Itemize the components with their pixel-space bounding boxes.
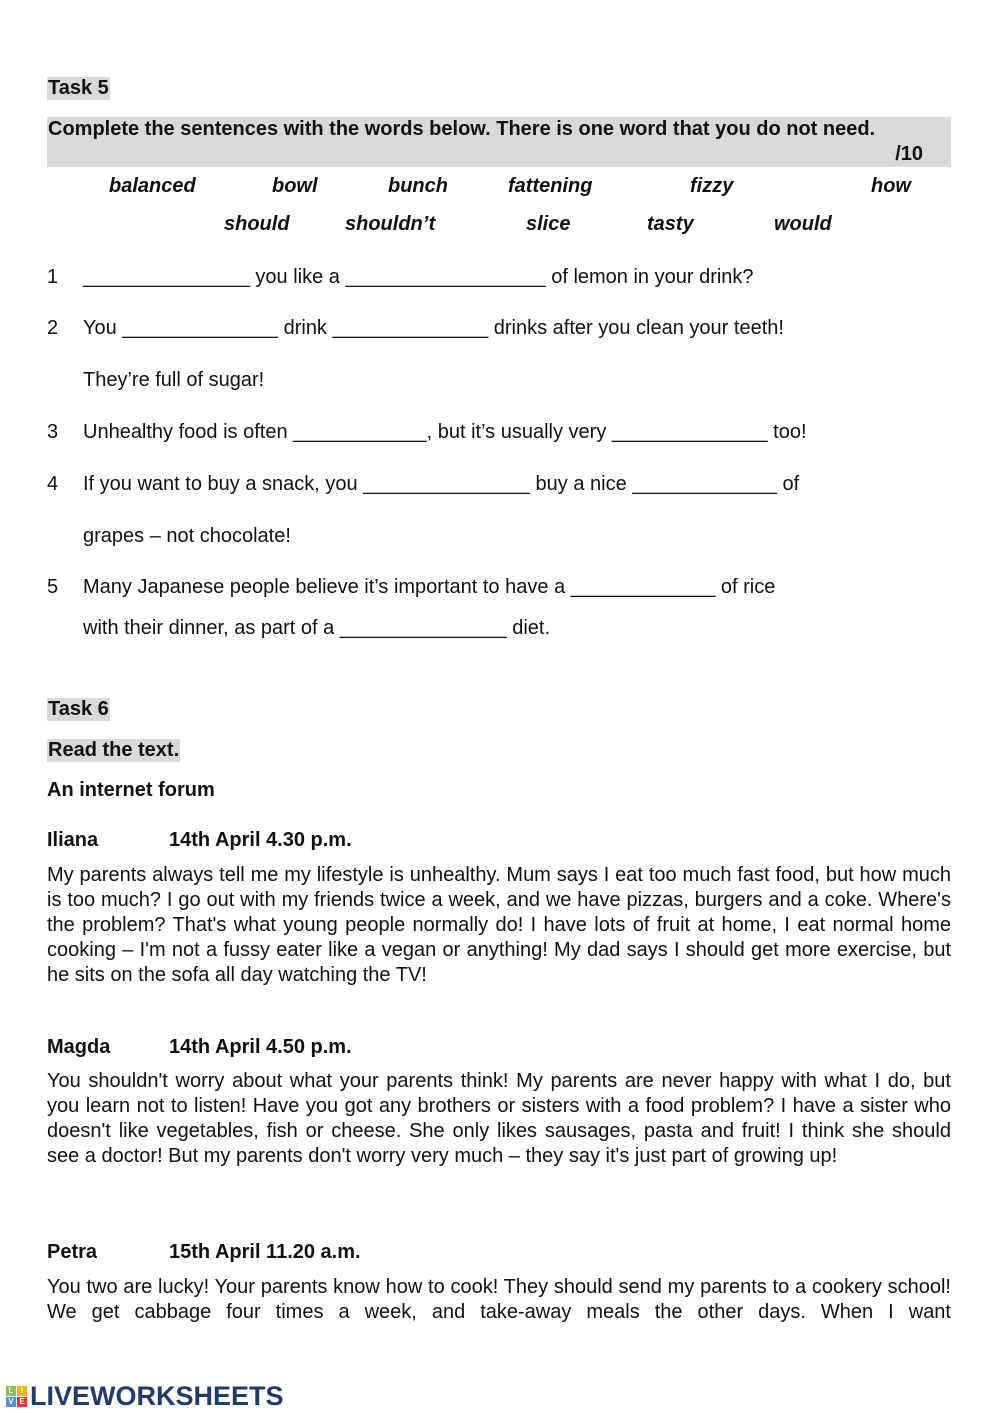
logo-text: LIVEWORKSHEETS	[30, 1381, 284, 1411]
logo-cube-letter: L	[6, 1386, 16, 1396]
logo-cube-letter: E	[17, 1397, 27, 1407]
task5-score: /10	[895, 143, 923, 165]
post-text: You shouldn't worry about what your parents think! My parents are never happy with what I do, but you learn not to listen! Have you got any brothers or sisters with a food problem? I have a sister who doesn't like vegetables, fish or cheese. She only likes sausages, pasta and fruit! I think she should see a doctor! But my parents don't worry very much – they say it's just part of growing up!	[47, 1070, 951, 1167]
sentence-line: _______________ you like a __________________ of lemon in your drink?	[83, 266, 754, 288]
logo-cube-icon	[6, 1386, 27, 1407]
sentence-line: They’re full of sugar!	[83, 369, 265, 391]
item-number: 4	[47, 473, 59, 495]
word-bank-item: bunch	[388, 175, 448, 197]
word-bank-item: tasty	[647, 213, 694, 235]
word-bank-item: fizzy	[690, 175, 734, 197]
logo-cube-letter: V	[6, 1397, 16, 1407]
word-bank-item: would	[774, 213, 832, 235]
task6-title: Task 6	[48, 698, 109, 720]
task5-instruction-box	[47, 117, 951, 167]
sentence-line: If you want to buy a snack, you _______________ buy a nice _____________ of	[83, 473, 800, 495]
sentence-line: Many Japanese people believe it’s important to have a _____________ of rice	[83, 576, 776, 598]
word-bank-item: fattening	[508, 175, 593, 197]
post-author: Iliana	[47, 829, 99, 851]
logo-cube-letter: I	[17, 1386, 27, 1396]
forum-heading: An internet forum	[47, 779, 215, 801]
post-author: Petra	[47, 1241, 98, 1263]
word-bank-item: should	[224, 213, 290, 235]
item-number: 1	[47, 266, 59, 288]
word-bank-item: balanced	[109, 175, 196, 197]
word-bank-item: slice	[526, 213, 571, 235]
post-date: 14th April 4.30 p.m.	[169, 829, 352, 851]
item-number: 3	[47, 421, 59, 443]
post-text: You two are lucky! Your parents know how to cook! They should send my parents to a cookery school! We get cabbage four times a week, and take-away meals the other days. When I want	[47, 1276, 951, 1323]
task5-instruction: Complete the sentences with the words below. There is one word that you do not need.	[48, 118, 876, 140]
word-bank-item: bowl	[272, 175, 318, 197]
post-author: Magda	[47, 1036, 111, 1058]
post-date: 15th April 11.20 a.m.	[169, 1241, 361, 1263]
item-number: 5	[47, 576, 59, 598]
sentence-line: Unhealthy food is often ____________, but it’s usually very ______________ too!	[83, 421, 807, 443]
sentence-line: You ______________ drink ______________ drinks after you clean your teeth!	[83, 317, 784, 339]
post-text: My parents always tell me my lifestyle is unhealthy. Mum says I eat too much fast food, but how much is too much? I go out with my friends twice a week, and we have pizzas, burgers and a coke. Where's the problem? That's what young people normally do! I have lots of fruit at home, I eat normal home cooking – I'm not a fussy eater like a vegan or anything! My dad says I should get more exercise, but he sits on the sofa all day watching the TV!	[47, 864, 951, 986]
task6-instruction: Read the text.	[48, 739, 180, 761]
word-bank-item: how	[871, 175, 911, 197]
sentence-line: with their dinner, as part of a _______________ diet.	[83, 617, 551, 639]
word-bank-item: shouldn’t	[345, 213, 436, 235]
liveworksheets-logo	[6, 1381, 284, 1412]
post-date: 14th April 4.50 p.m.	[169, 1036, 352, 1058]
item-number: 2	[47, 317, 59, 339]
task5-title: Task 5	[48, 77, 109, 99]
sentence-line: grapes – not chocolate!	[83, 525, 291, 547]
